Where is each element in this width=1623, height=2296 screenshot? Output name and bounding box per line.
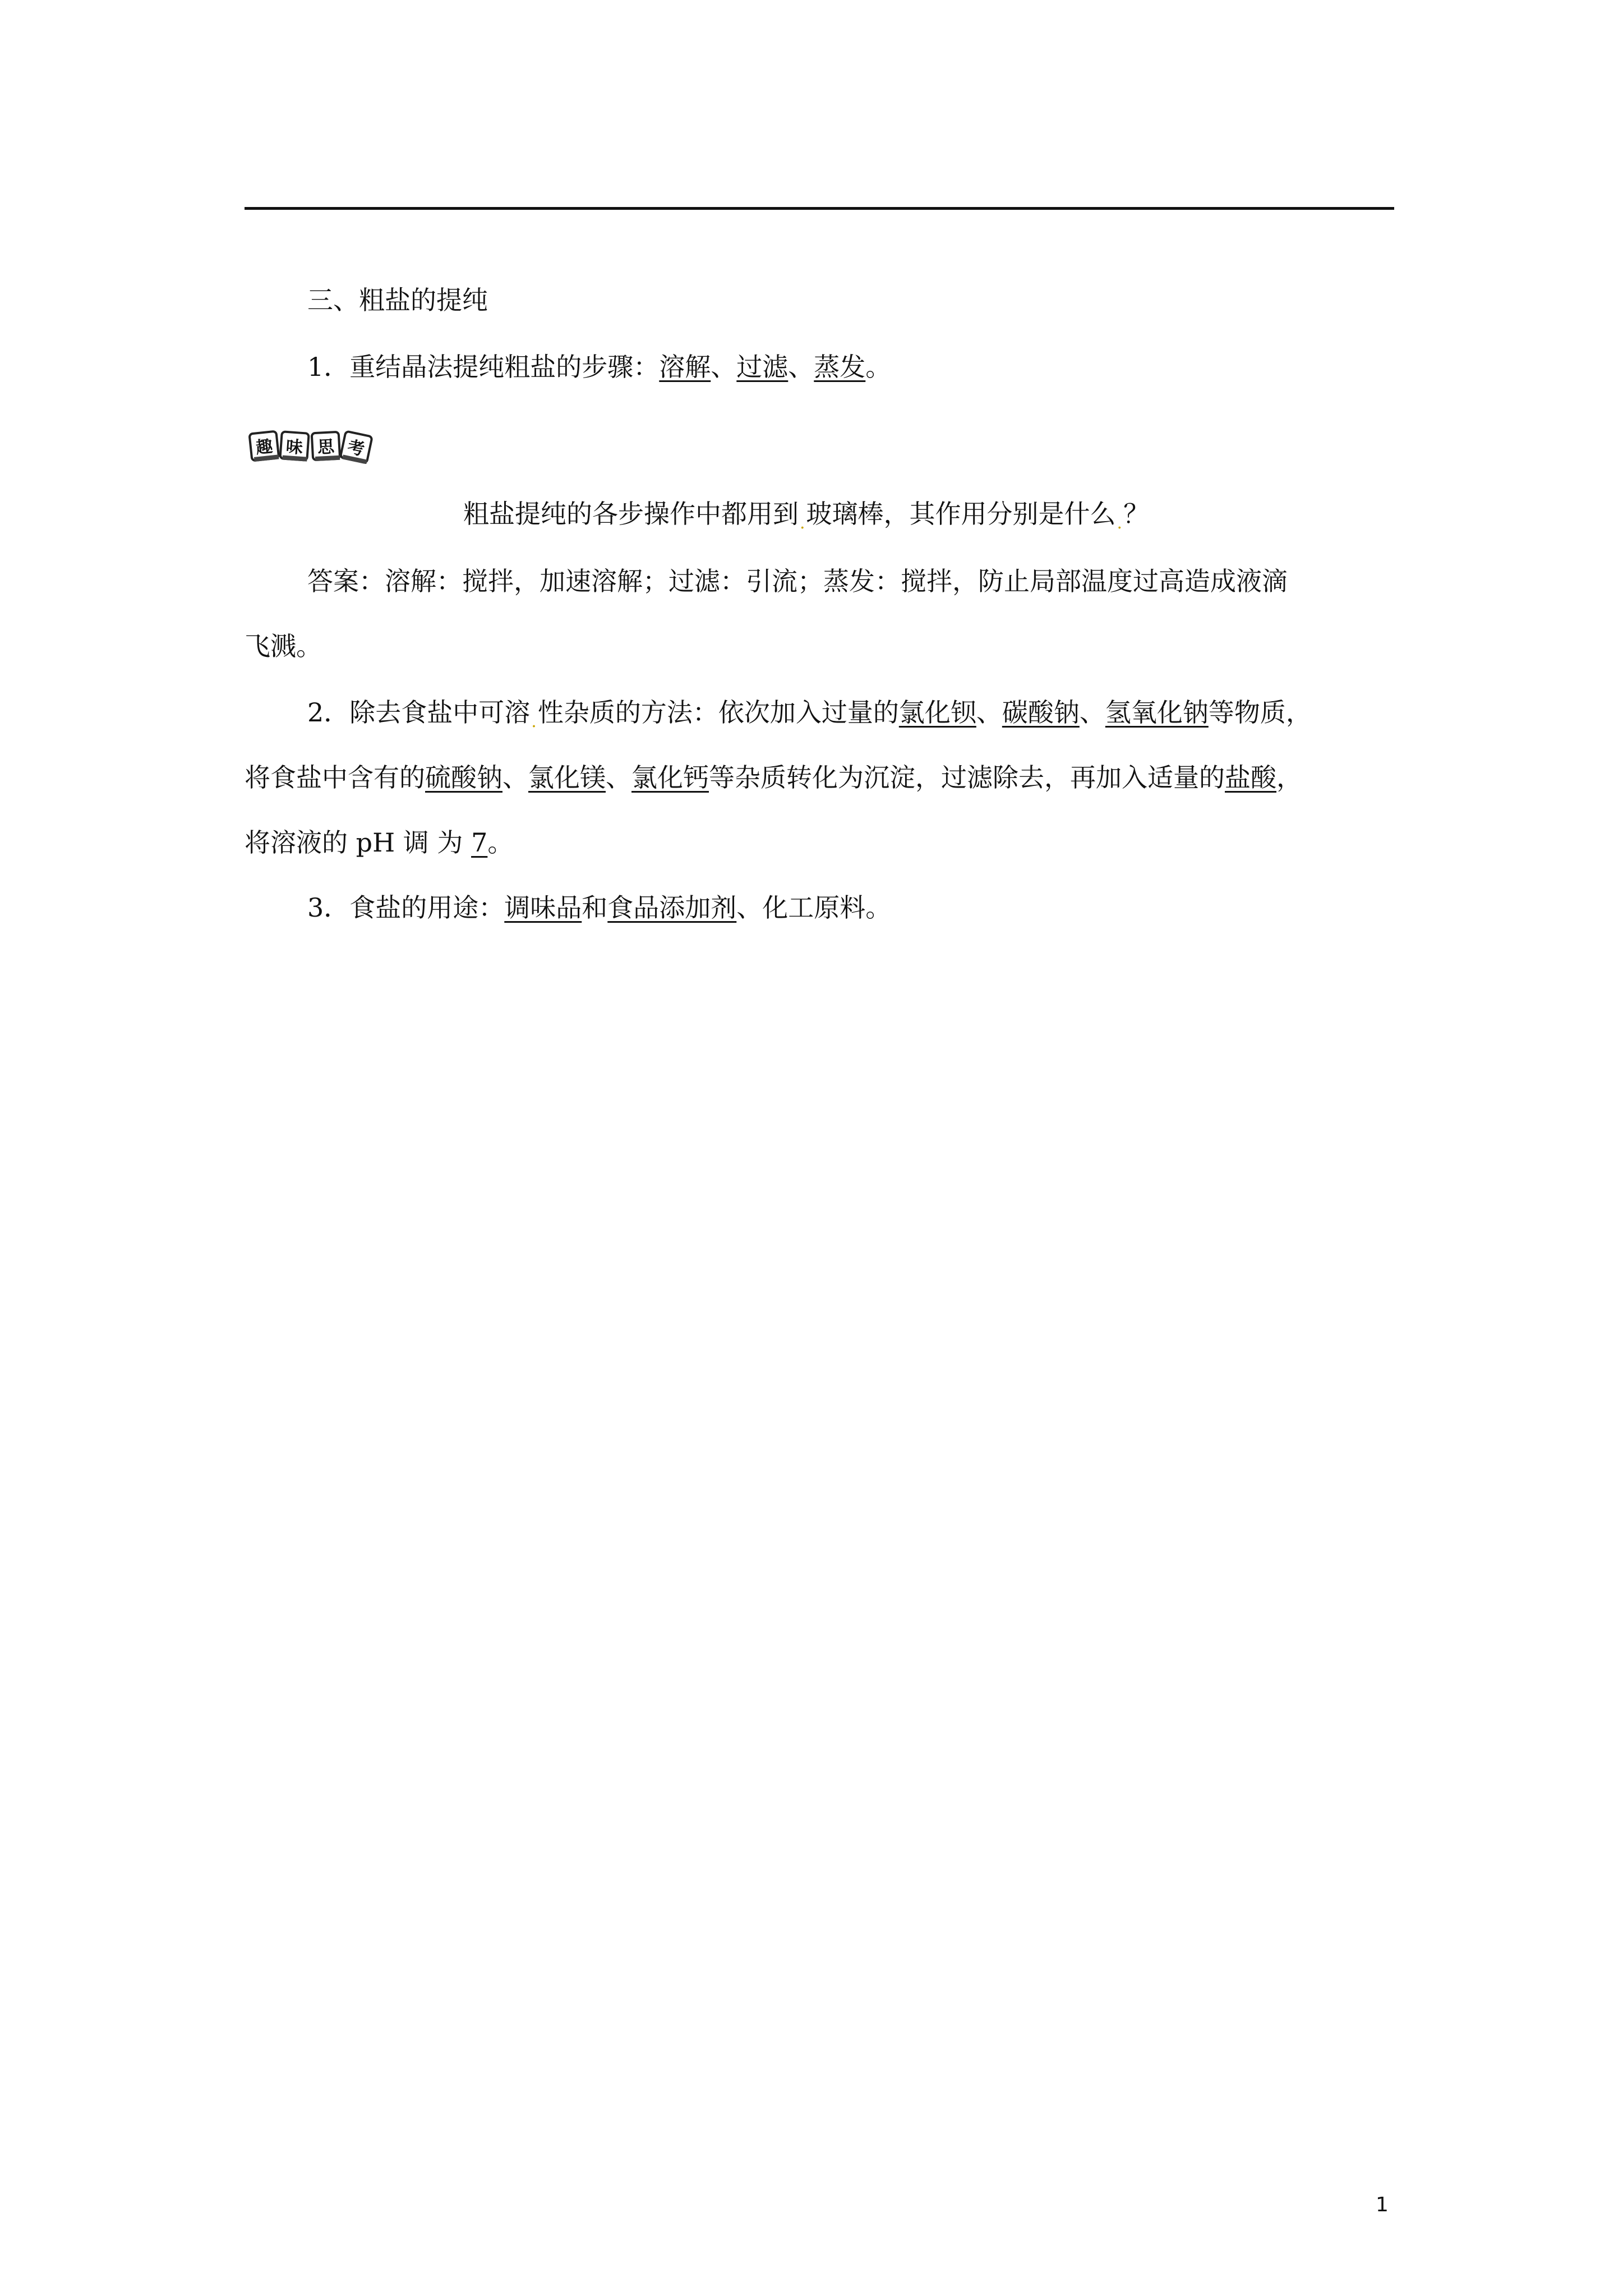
impurity-na2so4: 硫酸钠 <box>425 762 502 793</box>
question-part-b: 玻璃棒，其作用分别是什么 <box>806 499 1116 529</box>
badge-char: 思 <box>317 437 335 458</box>
item-2-line-1 <box>307 696 1312 733</box>
text-run: 等杂质转化为沉淀，过滤除去，再加入适量的 <box>709 762 1225 793</box>
reagent-naoh: 氢氧化钠 <box>1105 697 1209 728</box>
section-title: 三、粗盐的提纯 <box>307 285 488 315</box>
dot-mark: . <box>531 712 537 731</box>
period: 。 <box>865 352 892 382</box>
answer-line-1: 答案：溶解：搅拌，加速溶解；过滤：引流；蒸发：搅拌，防止局部温度过高造成液滴 <box>307 566 1288 596</box>
badge-char: 考 <box>345 437 366 460</box>
text-run: ， <box>1276 762 1302 793</box>
step-dissolve: 溶解 <box>659 352 711 382</box>
separator: 、 <box>976 697 1002 728</box>
item-1-lead: 1．重结晶法提纯粗盐的步骤： <box>307 352 660 382</box>
text-run: 。 <box>487 827 514 858</box>
reagent-hcl: 盐酸 <box>1225 762 1276 793</box>
item-3-lead: 3．食盐的用途： <box>307 892 505 923</box>
separator: 、 <box>606 762 631 793</box>
page-number: 1 <box>1376 2193 1389 2216</box>
use-food-additive: 食品添加剂 <box>607 892 737 923</box>
badge-char: 趣 <box>255 436 274 458</box>
impurity-cacl2: 氯化钙 <box>631 762 709 793</box>
text-run: 等物质， <box>1208 697 1312 728</box>
separator: 、 <box>711 352 737 382</box>
question <box>463 497 1149 535</box>
text-run: 和 <box>582 892 608 923</box>
text-run: 将溶液的 pH 调 为 <box>245 827 472 858</box>
question-mark: ？ <box>1123 499 1150 529</box>
item-1 <box>307 350 891 384</box>
ph-value: 7 <box>471 827 488 858</box>
text-run: 将食盐中含有的 <box>245 762 425 793</box>
separator: 、 <box>502 762 528 793</box>
step-evaporate: 蒸发 <box>814 352 866 382</box>
badge-char: 味 <box>285 436 304 458</box>
question-part-a: 粗盐提纯的各步操作中都用到 <box>463 499 799 529</box>
step-filter: 过滤 <box>736 352 789 382</box>
separator: 、 <box>788 352 814 382</box>
fun-thinking-badge-icon <box>248 429 373 464</box>
answer-line-2: 飞溅。 <box>245 631 322 661</box>
impurity-mgcl2: 氯化镁 <box>528 762 606 793</box>
item-2-line-3 <box>245 826 513 859</box>
item-3 <box>307 891 891 924</box>
text-run: 2．除去食盐中可溶 <box>307 697 531 728</box>
text-run: 、化工原料。 <box>736 892 892 923</box>
text-run: 性杂质的方法：依次加入过量的 <box>537 697 899 728</box>
header-rule <box>245 207 1394 210</box>
reagent-bacl2: 氯化钡 <box>898 697 976 728</box>
item-2-line-2 <box>245 761 1302 794</box>
separator: 、 <box>1079 697 1105 728</box>
dot-mark: . <box>800 513 805 533</box>
use-seasoning: 调味品 <box>504 892 582 923</box>
dot-mark: . <box>1117 513 1123 533</box>
reagent-na2co3: 碳酸钠 <box>1002 697 1080 728</box>
